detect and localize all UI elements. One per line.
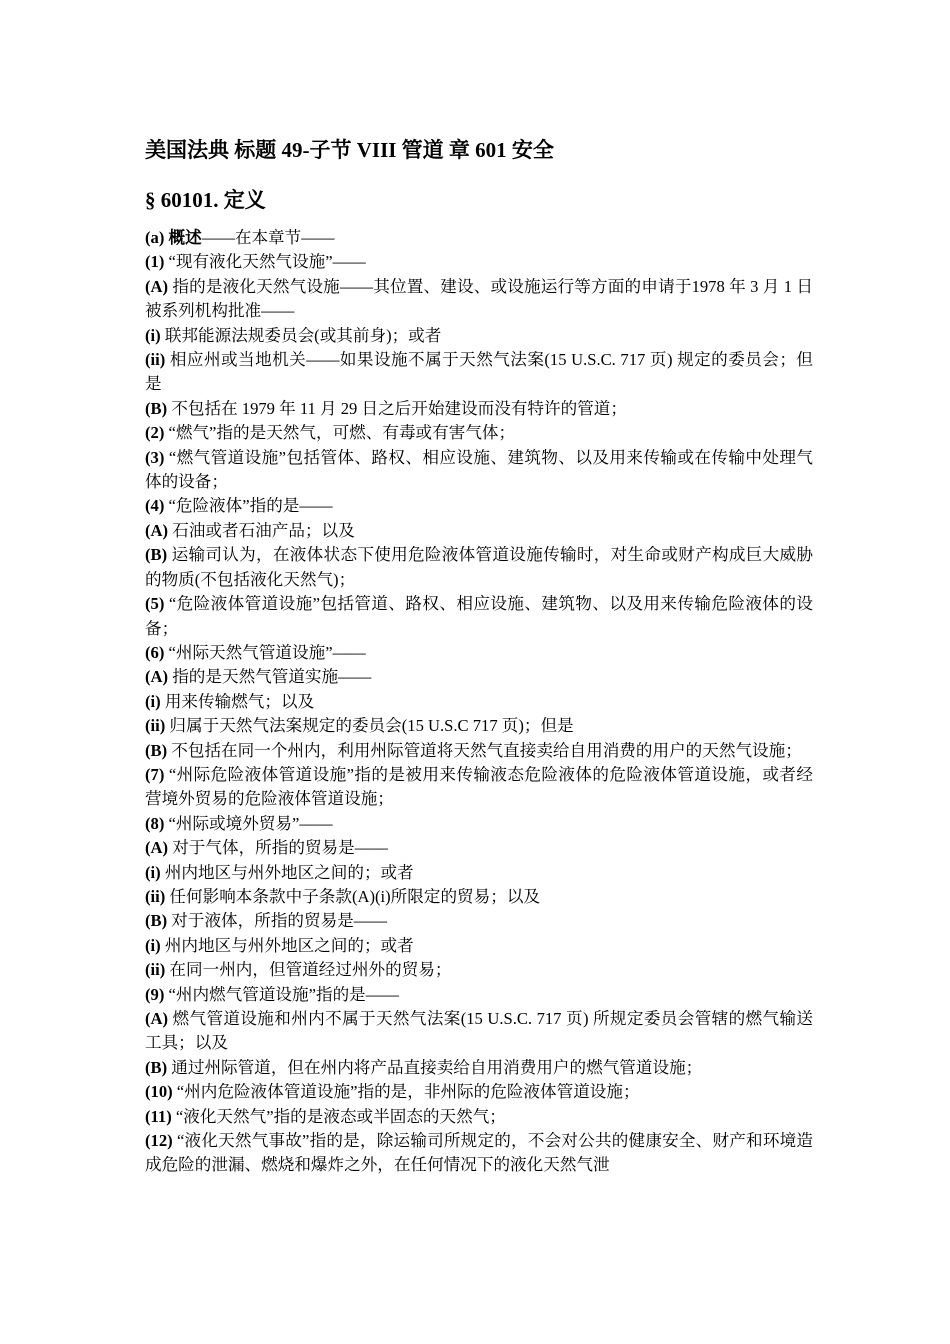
definition-paragraph xyxy=(145,812,813,836)
paragraph-marker: (7) xyxy=(145,764,165,784)
section-heading: § 60101. 定义 xyxy=(145,188,266,212)
paragraph-text: 用来传输燃气；以及 xyxy=(160,691,315,711)
definition-paragraph xyxy=(145,519,813,543)
paragraph-text: 不包括在 1979 年 11 月 29 日之后开始建设而没有特许的管道； xyxy=(167,398,627,418)
definition-paragraph xyxy=(145,641,813,665)
paragraph-text: 通过州际管道，但在州内将产品直接卖给自用消费用户的燃气管道设施； xyxy=(167,1057,703,1077)
paragraph-text: 燃气管道设施和州内不属于天然气法案(15 U.S.C. 717 页) 所规定委员会管辖的燃气输送工具；以及 xyxy=(145,1009,813,1053)
paragraph-marker: (A) xyxy=(145,1009,169,1028)
paragraph-text: 指的是天然气管道实施—— xyxy=(168,667,372,687)
paragraph-marker: (ii) xyxy=(145,886,166,906)
definition-paragraph xyxy=(145,836,813,860)
paragraph-text: “州际危险液体管道设施”指的是被用来传输液态危险液体的危险液体管道设施，或者经营境外贸易的危险液体管道设施； xyxy=(145,764,813,809)
definition-paragraph xyxy=(145,763,813,812)
paragraph-marker: (ii) xyxy=(145,350,166,370)
paragraph-text: 州内地区与州外地区之间的；或者 xyxy=(160,935,414,955)
paragraph-marker: (5) xyxy=(145,594,165,614)
paragraph-marker: (B) xyxy=(145,1057,168,1077)
paragraph-marker: (a) 概述 xyxy=(145,228,202,247)
paragraph-text: 对于液体，所指的贸易是—— xyxy=(167,911,387,931)
definition-paragraph xyxy=(145,714,813,738)
definition-paragraph xyxy=(145,958,813,982)
definition-paragraph xyxy=(145,983,813,1007)
paragraph-marker: (B) xyxy=(145,911,168,931)
paragraph-text: 联邦能源法规委员会(或其前身)；或者 xyxy=(160,325,442,345)
definition-paragraph xyxy=(145,494,813,518)
definition-paragraph xyxy=(145,250,813,274)
definition-paragraph xyxy=(145,1105,813,1129)
paragraph-text: “危险液体”指的是—— xyxy=(164,496,333,516)
paragraph-text: 相应州或当地机关——如果设施不属于天然气法案(15 U.S.C. 717 页) 规定的委员会；但是 xyxy=(145,350,813,394)
paragraph-marker: (ii) xyxy=(145,960,166,980)
paragraph-marker: (9) xyxy=(145,984,165,1004)
paragraph-text: 任何影响本条款中子条款(A)(i)所限定的贸易；以及 xyxy=(165,886,541,906)
paragraph-marker: (B) xyxy=(145,545,168,565)
paragraph-text: “现有液化天然气设施”—— xyxy=(164,252,366,272)
definition-paragraph xyxy=(145,348,813,397)
definition-paragraph xyxy=(145,665,813,689)
definition-paragraph xyxy=(145,739,813,763)
paragraph-text: 指的是液化天然气设施——其位置、建设、或设施运行等方面的申请于1978 年 3 月 1 日被系列机构批准—— xyxy=(145,276,813,321)
paragraph-text: 归属于天然气法案规定的委员会(15 U.S.C 717 页)；但是 xyxy=(165,716,574,736)
definition-paragraph xyxy=(145,421,813,445)
paragraph-text: “州际或境外贸易”—— xyxy=(164,813,333,833)
definition-paragraph xyxy=(145,934,813,958)
paragraph-marker: (10) xyxy=(145,1082,173,1102)
paragraph-text: “州际天然气管道设施”—— xyxy=(164,642,366,662)
paragraph-marker: (3) xyxy=(145,447,165,467)
definition-paragraph xyxy=(145,324,813,348)
paragraph-marker: (8) xyxy=(145,813,165,833)
paragraph-text: “危险液体管道设施”包括管道、路权、相应设施、建筑物、以及用来传输危险液体的设备； xyxy=(145,594,813,638)
definition-paragraph xyxy=(145,1007,813,1056)
definition-paragraph xyxy=(145,543,813,592)
paragraph-marker: (B) xyxy=(145,398,168,418)
document-body xyxy=(145,226,813,1178)
definition-paragraph xyxy=(145,226,813,250)
paragraph-text: 州内地区与州外地区之间的；或者 xyxy=(160,862,414,882)
definition-paragraph xyxy=(145,1080,813,1104)
definition-paragraph xyxy=(145,1129,813,1178)
paragraph-marker: (i) xyxy=(145,862,161,882)
paragraph-text: 在同一州内，但管道经过州外的贸易； xyxy=(165,960,452,980)
paragraph-marker: (A) xyxy=(145,276,169,296)
definition-paragraph xyxy=(145,275,813,324)
paragraph-text: 石油或者石油产品；以及 xyxy=(168,520,355,540)
definition-paragraph xyxy=(145,861,813,885)
paragraph-text: ——在本章节—— xyxy=(201,228,335,247)
definition-paragraph xyxy=(145,397,813,421)
paragraph-marker: (A) xyxy=(145,520,169,540)
definition-paragraph xyxy=(145,1056,813,1080)
paragraph-text: 不包括在同一个州内，利用州际管道将天然气直接卖给自用消费的用户的天然气设施； xyxy=(167,740,802,760)
paragraph-text: “州内燃气管道设施”指的是—— xyxy=(164,984,399,1004)
paragraph-marker: (6) xyxy=(145,642,165,662)
paragraph-marker: (i) xyxy=(145,935,161,955)
paragraph-marker: (4) xyxy=(145,496,165,516)
paragraph-text: “燃气管道设施”包括管体、路权、相应设施、建筑物、以及用来传输或在传输中处理气体的设备； xyxy=(145,447,813,492)
definition-paragraph xyxy=(145,690,813,714)
paragraph-marker: (B) xyxy=(145,740,168,760)
paragraph-marker: (1) xyxy=(145,252,165,272)
paragraph-text: “液化天然气事故”指的是，除运输司所规定的，不会对公共的健康安全、财产和环境造成危险的泄漏、燃烧和爆炸之外，在任何情况下的液化天然气泄 xyxy=(145,1131,813,1175)
definition-paragraph xyxy=(145,885,813,909)
paragraph-text: 运输司认为，在液体状态下使用危险液体管道设施传输时，对生命或财产构成巨大威胁的物质(不包括液化天然气)； xyxy=(145,545,813,589)
paragraph-marker: (12) xyxy=(145,1131,173,1151)
paragraph-text: “州内危险液体管道设施”指的是，非州际的危险液体管道设施； xyxy=(172,1082,640,1102)
paragraph-marker: (11) xyxy=(145,1106,172,1126)
paragraph-marker: (i) xyxy=(145,691,161,711)
document-title: 美国法典 标题 49-子节 VIII 管道 章 601 安全 xyxy=(145,138,554,162)
paragraph-text: 对于气体，所指的贸易是—— xyxy=(168,838,388,858)
paragraph-marker: (A) xyxy=(145,838,169,858)
paragraph-text: “液化天然气”指的是液态或半固态的天然气； xyxy=(171,1106,506,1126)
paragraph-marker: (ii) xyxy=(145,716,166,736)
definition-paragraph xyxy=(145,909,813,933)
paragraph-text: “燃气”指的是天然气，可燃、有毒或有害气体； xyxy=(164,423,516,443)
definition-paragraph xyxy=(145,592,813,641)
paragraph-marker: (2) xyxy=(145,423,165,443)
definition-paragraph xyxy=(145,446,813,495)
paragraph-marker: (A) xyxy=(145,667,169,687)
paragraph-marker: (i) xyxy=(145,325,161,345)
